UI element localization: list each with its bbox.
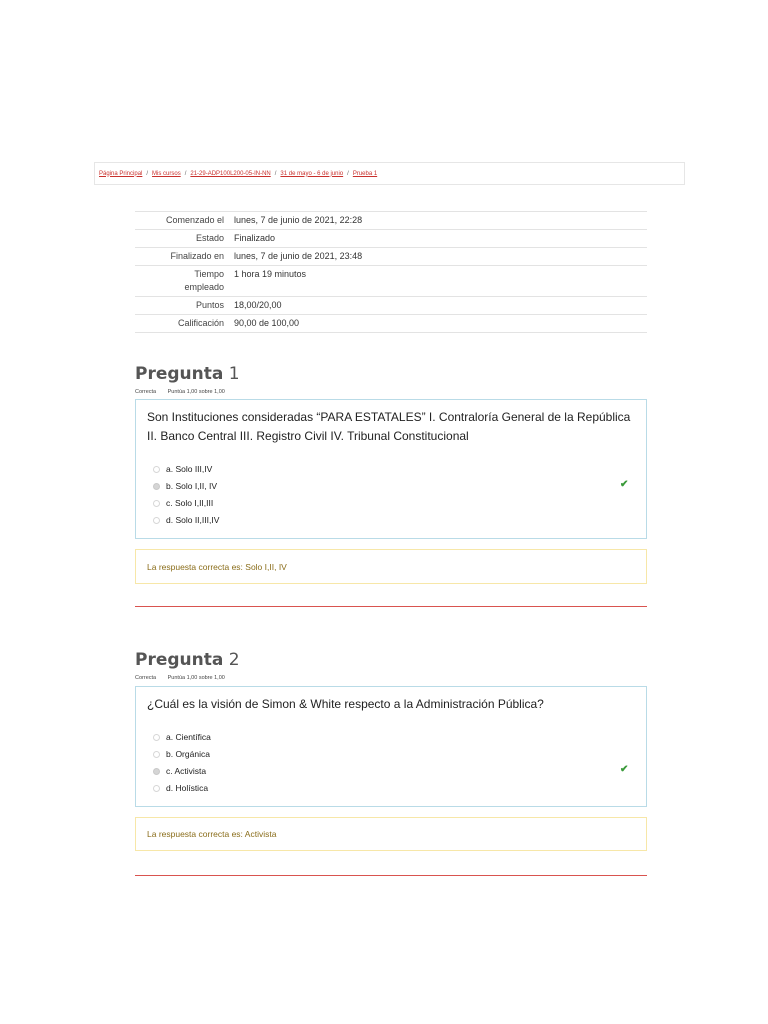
answer-option[interactable] [153,732,211,742]
question-2-feedback: La respuesta correcta es: Activista [135,817,647,851]
summary-label: Comenzado el [135,212,229,230]
summary-row-state [135,230,647,248]
answer-label: a. Solo III,IV [166,464,213,474]
question-status: Correcta [135,389,157,395]
summary-row-finished [135,248,647,266]
answer-option[interactable] [153,515,219,525]
summary-value: 18,00/20,00 [229,297,647,315]
summary-value: 90,00 de 100,00 [229,315,647,333]
question-word: Pregunta [135,650,224,670]
summary-row-time-taken [135,266,647,297]
question-1-feedback: La respuesta correcta es: Solo I,II, IV [135,549,647,584]
attempt-summary-table [135,211,647,333]
summary-label: Calificación [135,315,229,333]
radio-button[interactable] [153,517,160,524]
check-icon: ✔ [620,479,629,490]
answer-label: d. Holística [166,783,209,793]
question-2-info [135,675,235,681]
answer-option[interactable] [153,498,213,508]
question-score: Puntúa 1,00 sobre 1,00 [167,675,225,681]
answer-option[interactable] [153,766,206,776]
radio-button[interactable] [153,785,160,792]
breadcrumb-course-link[interactable]: 21-29-ADP100L200-05-IN-NN [190,170,271,177]
radio-button[interactable] [153,500,160,507]
question-2-title [135,650,240,670]
answer-label: c. Solo I,II,III [166,498,214,508]
answer-option[interactable] [153,481,217,491]
breadcrumb-separator: / [274,170,277,177]
summary-label: Tiempo empleado [135,266,229,297]
question-status: Correcta [135,675,157,681]
question-1-info [135,389,235,395]
radio-button[interactable] [153,466,160,473]
summary-value: 1 hora 19 minutos [229,266,647,297]
summary-label: Finalizado en [135,248,229,266]
answer-label: b. Orgánica [166,749,210,759]
answer-label: a. Científica [166,732,211,742]
radio-button[interactable] [153,734,160,741]
radio-button[interactable] [153,751,160,758]
question-score: Puntúa 1,00 sobre 1,00 [167,389,225,395]
breadcrumb [94,162,685,185]
question-word: Pregunta [135,364,224,384]
radio-button-selected[interactable] [153,768,160,775]
question-1-title [135,364,240,384]
summary-value: lunes, 7 de junio de 2021, 22:28 [229,212,647,230]
summary-row-started [135,212,647,230]
answer-option[interactable] [153,464,212,474]
question-divider [135,606,647,607]
question-divider [135,875,647,876]
question-1-box [135,399,647,539]
question-2-box [135,686,647,807]
check-icon: ✔ [620,764,629,775]
summary-row-grade [135,315,647,333]
breadcrumb-week-link[interactable]: 31 de mayo - 6 de junio [280,170,344,177]
question-text: ¿Cuál es la visión de Simon & White respecto a la Administración Pública? [147,697,544,711]
question-text: Son Instituciones consideradas “PARA ESTATALES” I. Contraloría General de la República II. Banco Central III. Registro Civil IV. Tribunal Constitucional [147,410,631,443]
answer-label: b. Solo I,II, IV [166,481,218,491]
radio-button-selected[interactable] [153,483,160,490]
breadcrumb-separator: / [184,170,187,177]
breadcrumb-my-courses-link[interactable]: Mis cursos [152,170,181,177]
breadcrumb-home-link[interactable]: Página Principal [99,170,143,177]
question-number: 1 [228,364,240,384]
summary-label: Estado [135,230,229,248]
answer-label: d. Solo II,III,IV [166,515,220,525]
breadcrumb-separator: / [347,170,349,177]
summary-label: Puntos [135,297,229,315]
breadcrumb-quiz-link[interactable]: Prueba 1 [352,170,378,177]
answer-option[interactable] [153,783,208,793]
breadcrumb-separator: / [146,170,149,177]
summary-row-points [135,297,647,315]
summary-value: lunes, 7 de junio de 2021, 23:48 [229,248,647,266]
question-number: 2 [228,650,240,670]
answer-option[interactable] [153,749,210,759]
summary-value: Finalizado [229,230,647,248]
answer-label: c. Activista [166,766,207,776]
